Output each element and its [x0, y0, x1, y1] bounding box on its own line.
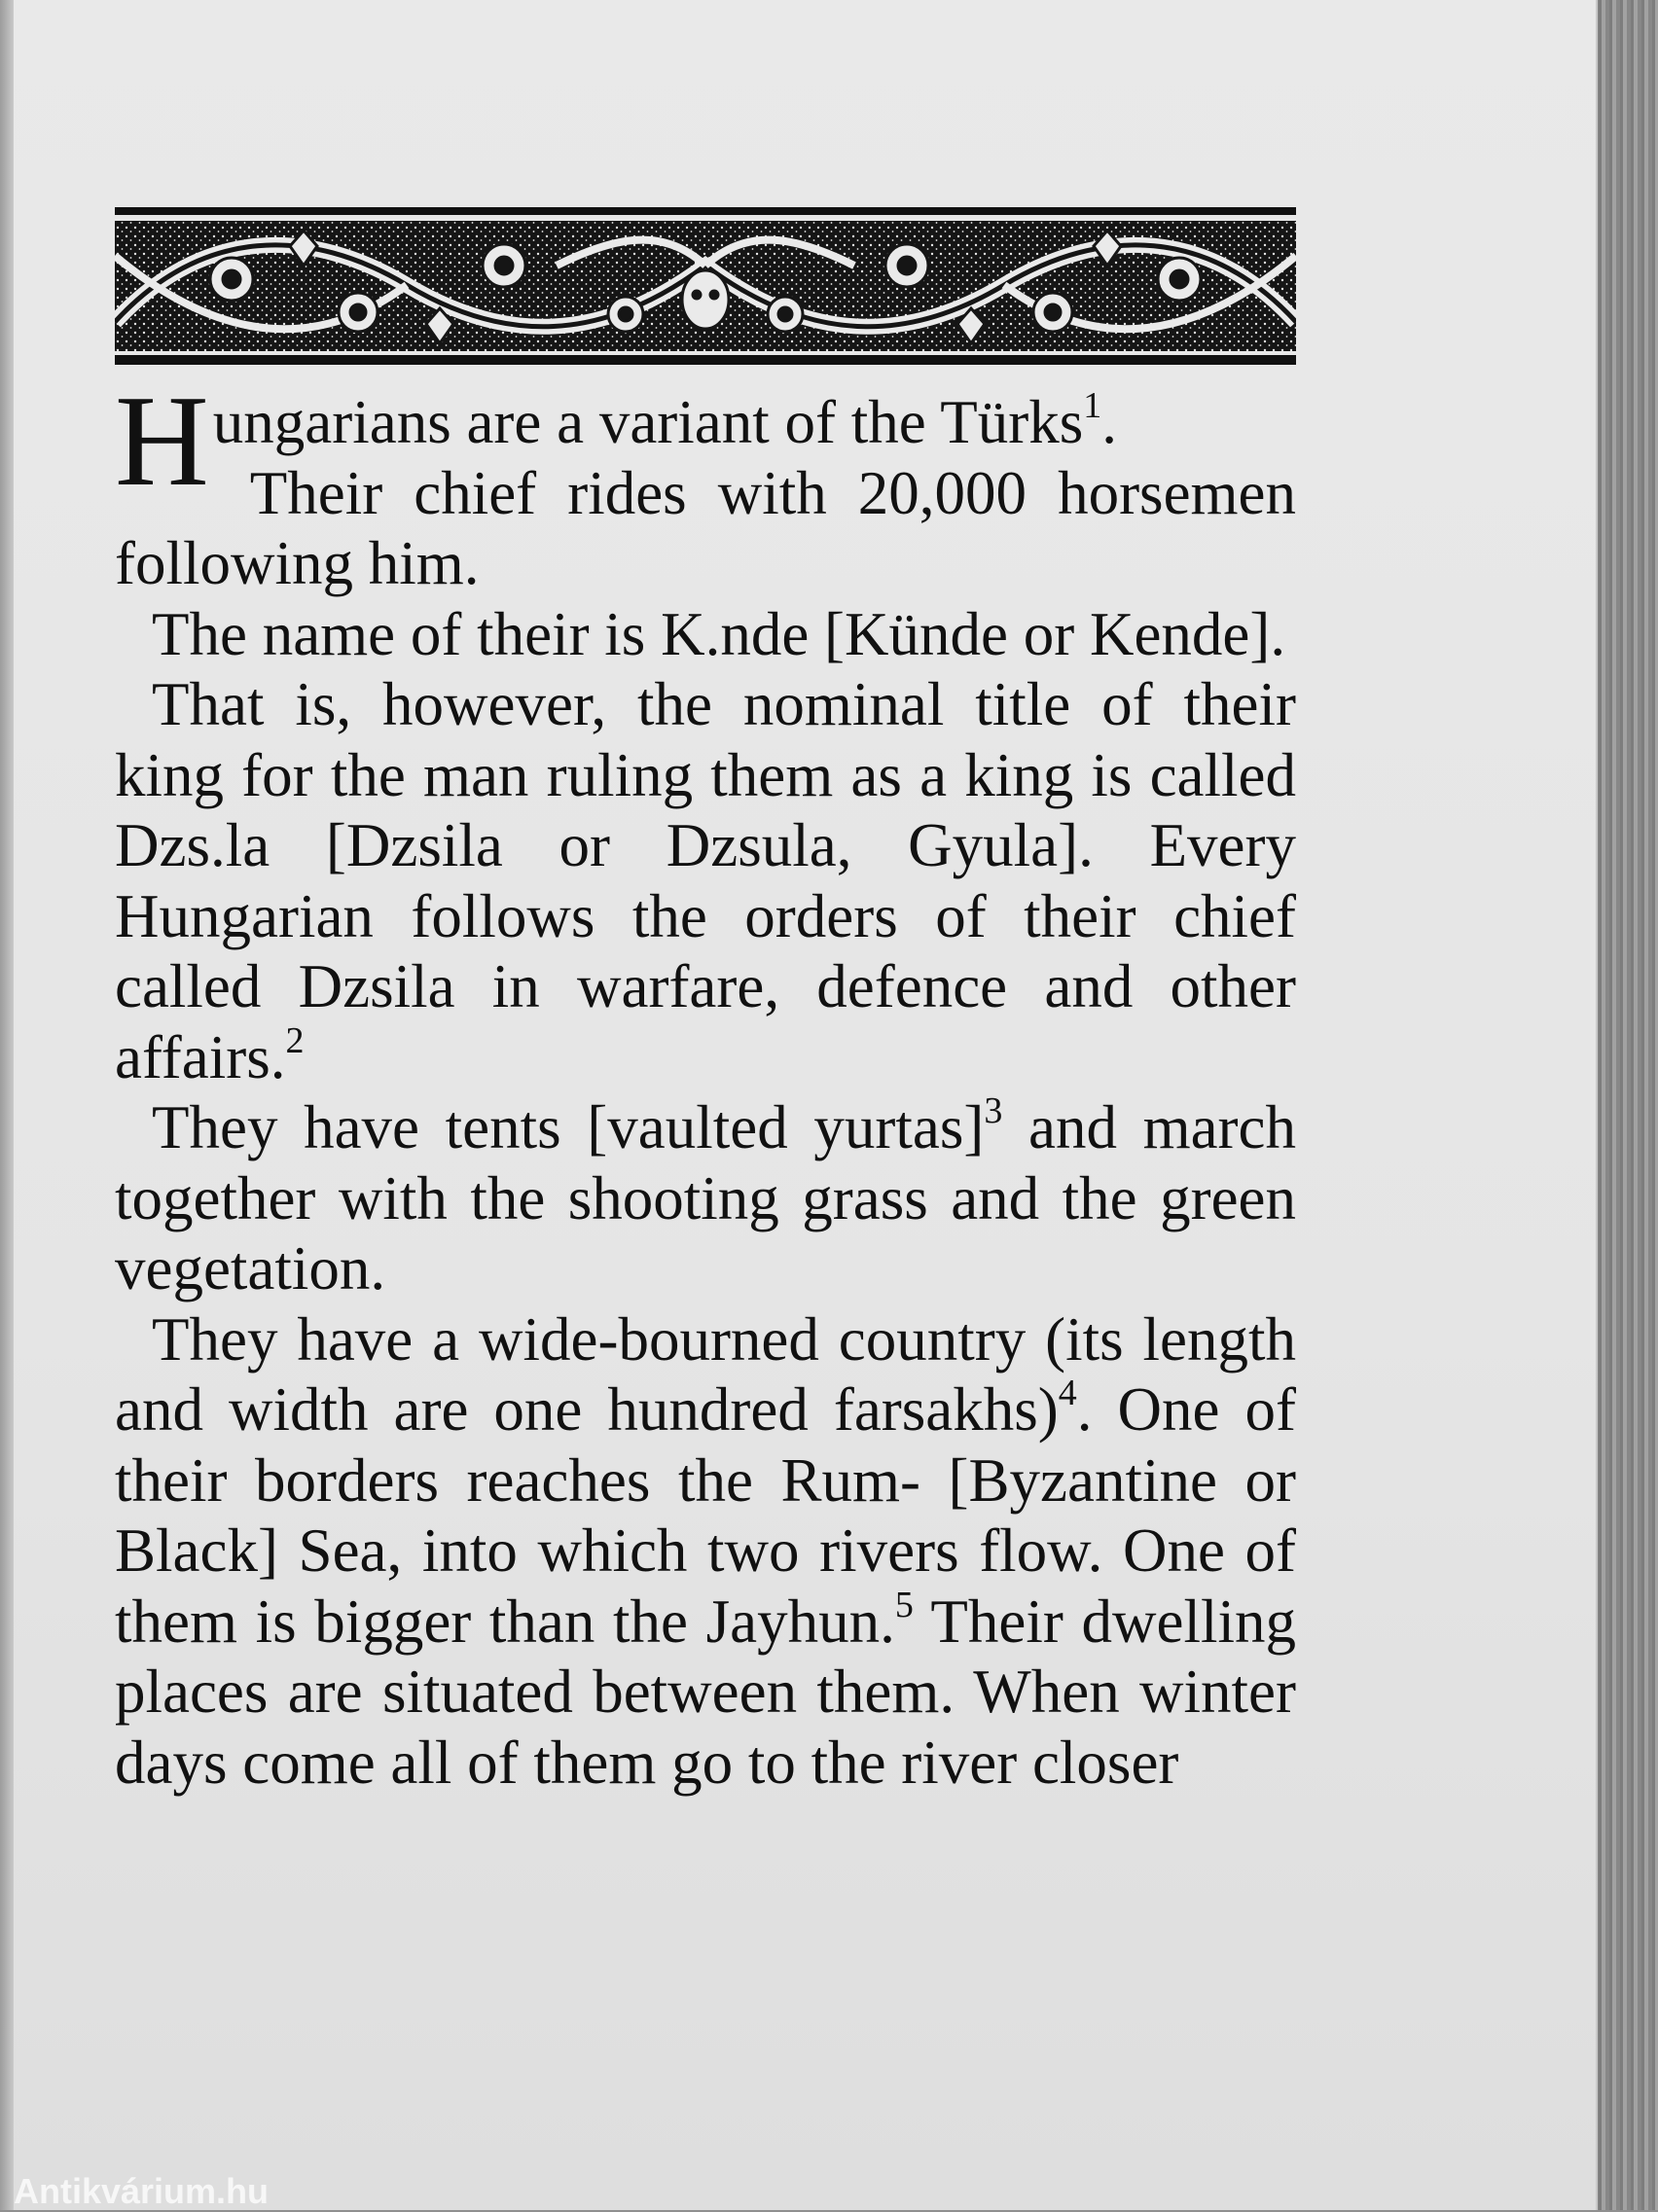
footnote-marker: 1 — [1083, 385, 1102, 426]
footnote-marker: 4 — [1058, 1373, 1077, 1413]
footnote-marker: 2 — [285, 1019, 305, 1061]
paragraph — [115, 669, 1296, 1092]
text-run: They have tents [vaulted yurtas] — [152, 1093, 985, 1161]
text-run: The name of their is K.nde [Künde or Kende]. — [152, 599, 1286, 668]
watermark-text: Antikvárium.hu — [14, 2171, 270, 2211]
text-run: Their dwelling places are situated between them. When winter days come all of them go to the river closer — [115, 1587, 1296, 1797]
floral-scroll-ornament-icon — [115, 207, 1296, 365]
text-run: Their chief rides with 20,000 horsemen following him. — [115, 458, 1296, 597]
text-run: ungarians are a variant of the Türks — [212, 388, 1084, 456]
footnote-marker: 5 — [894, 1584, 914, 1625]
text-run: . — [1101, 388, 1118, 456]
text-run: They have a wide-bourned country (its length and width are one hundred farsakhs) — [115, 1304, 1296, 1444]
book-page — [14, 0, 1598, 2210]
text-run: That is, however, the nominal title of their king for the man ruling them as a king is called Dzs.la [Dzsila or Dzsula, Gyula]. Every Hungarian follows the orders of their chief called Dzsila in warfare, defence and other affairs. — [115, 670, 1296, 1091]
paragraph — [115, 458, 1296, 599]
text-run: . One of their borders reaches the Rum- [Byzantine or Black] Sea, into which two rivers flow. One of them is bigger than the Jayhun. — [115, 1375, 1296, 1656]
body-text — [115, 369, 1297, 1798]
text-run: and march together with the shooting grass and the green vegetation. — [115, 1093, 1297, 1302]
paragraph — [115, 369, 1296, 513]
paragraph — [115, 599, 1296, 670]
paragraph — [115, 1304, 1296, 1799]
footnote-marker: 3 — [984, 1090, 1003, 1131]
drop-cap: H — [115, 369, 209, 513]
paragraph — [115, 1092, 1296, 1304]
